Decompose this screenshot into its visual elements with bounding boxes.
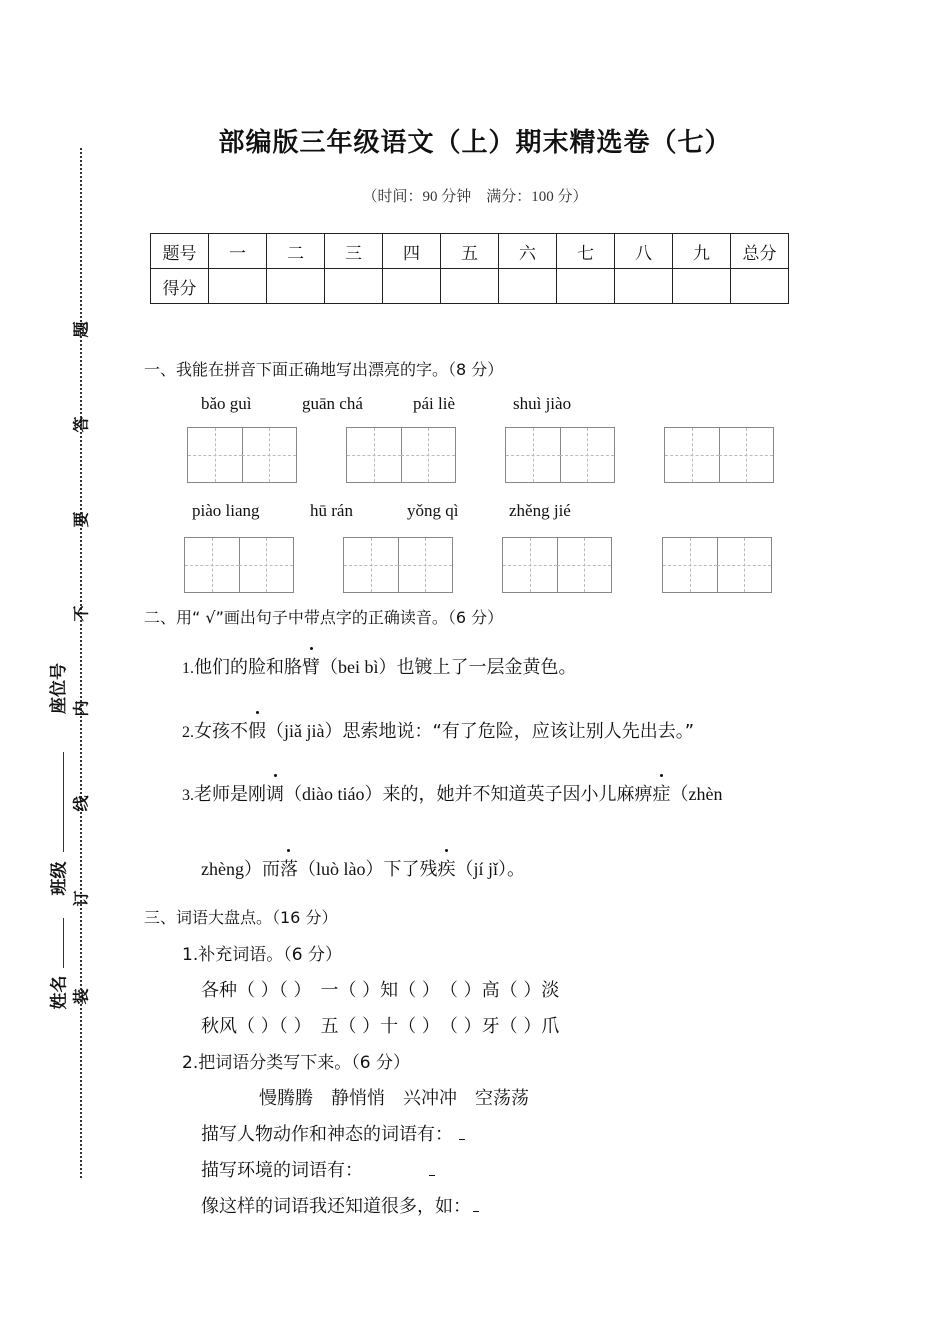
pinyin-choice[interactable]: （zhèn [670,784,723,804]
margin-char: 线 [71,795,91,812]
table-cell: 一 [209,234,267,269]
table-row [151,234,789,269]
margin-char: 要 [71,511,91,528]
score-input-cell[interactable] [383,269,441,304]
score-input-cell[interactable] [441,269,499,304]
answer-line[interactable]: 描写环境的词语有： [201,1156,435,1182]
margin-char: 不 [71,605,91,622]
name-underline [63,918,64,968]
pinyin-choice[interactable]: （bei bì） [320,657,397,677]
score-table [150,233,789,304]
writing-grid[interactable] [502,537,612,593]
writing-grid[interactable] [346,427,456,483]
writing-grid[interactable] [505,427,615,483]
pinyin-choice[interactable]: （jí jǐ）。 [455,859,525,879]
writing-grid[interactable] [664,427,774,483]
pinyin-choice[interactable]: （luò lào） [297,859,384,879]
score-input-cell[interactable] [673,269,731,304]
writing-grid[interactable] [187,427,297,483]
fill-in-row[interactable]: 秋风（ ）（ ） 五（ ）十（ ） （ ）牙（ ）爪 [201,1016,560,1037]
table-cell: 五 [441,234,499,269]
pinyin-choice[interactable]: （diào tiáo） [284,784,383,804]
word-bank: 慢腾腾 静悄悄 兴冲冲 空荡荡 [259,1088,529,1109]
margin-char: 内 [71,700,91,717]
seat-number-label: 座位号 [49,663,69,714]
table-cell: 题号 [151,234,209,269]
table-cell: 四 [383,234,441,269]
section-2-heading: 二、用“ √”画出句子中带点字的正确读音。（6 分） [144,608,504,627]
question-2-2: 2.女孩不假（jiǎ jià）思索地说：“有了危险，应该让别人先出去。” [182,717,694,743]
score-input-cell[interactable] [499,269,557,304]
name-label: 姓名 [49,975,70,1010]
score-input-cell[interactable] [615,269,673,304]
table-cell: 得分 [151,269,209,304]
question-2-3: 3.老师是刚调（diào tiáo）来的，她并不知道英子因小儿麻痹症（zhèn [182,780,722,806]
class-label: 班级 [49,861,70,896]
exam-info: （时间：90 分钟 满分：100 分） [362,189,588,205]
subquestion-3-1: 1.补充词语。（6 分） [182,945,342,965]
table-cell: 八 [615,234,673,269]
section-3-heading: 三、词语大盘点。（16 分） [144,908,338,927]
table-cell: 九 [673,234,731,269]
table-row [151,269,789,304]
section-1-heading: 一、我能在拼音下面正确地写出漂亮的字。（8 分） [144,360,504,379]
pinyin-label: guān chá [302,394,363,413]
pinyin-label: pái liè [413,394,456,413]
binding-dotted-line [80,148,82,1178]
score-input-cell[interactable] [267,269,325,304]
margin-char: 题 [71,321,91,338]
table-cell: 总分 [731,234,789,269]
subquestion-3-2: 2.把词语分类写下来。（6 分） [182,1053,410,1073]
answer-blank[interactable] [459,1127,465,1140]
class-underline [63,752,64,852]
margin-char: 订 [71,890,91,907]
pinyin-choice[interactable]: （jiǎ jià） [266,721,343,741]
pinyin-label: piào liang [192,501,260,520]
answer-blank[interactable] [473,1199,479,1212]
question-2-3-continued: zhèng）而落（luò lào）下了残疾（jí jǐ）。 [201,855,525,881]
margin-char: 装 [71,988,91,1005]
table-cell: 六 [499,234,557,269]
question-2-1: 1.他们的脸和胳臂（bei bì）也镀上了一层金黄色。 [182,653,577,679]
fill-in-row[interactable]: 各种（ ）（ ） 一（ ）知（ ） （ ）高（ ）淡 [201,980,560,1001]
pinyin-label: zhěng jié [509,501,571,520]
table-cell: 三 [325,234,383,269]
margin-char: 答 [71,416,91,433]
writing-grid[interactable] [184,537,294,593]
answer-line[interactable]: 像这样的词语我还知道很多，如： [201,1192,479,1218]
table-cell: 七 [557,234,615,269]
pinyin-label: yǒng qì [407,501,459,520]
score-input-cell[interactable] [731,269,789,304]
writing-grid[interactable] [343,537,453,593]
score-input-cell[interactable] [557,269,615,304]
pinyin-label: shuì jiào [513,394,572,413]
answer-line[interactable]: 描写人物动作和神态的词语有： [201,1120,465,1146]
page-title: 部编版三年级语文（上）期末精选卷（七） [218,128,732,158]
pinyin-choice[interactable]: zhèng）而 [201,859,280,879]
table-cell: 二 [267,234,325,269]
answer-blank[interactable] [429,1163,435,1176]
pinyin-label: hū rán [310,501,353,520]
pinyin-label: bǎo guì [201,394,252,413]
score-input-cell[interactable] [325,269,383,304]
score-input-cell[interactable] [209,269,267,304]
writing-grid[interactable] [662,537,772,593]
